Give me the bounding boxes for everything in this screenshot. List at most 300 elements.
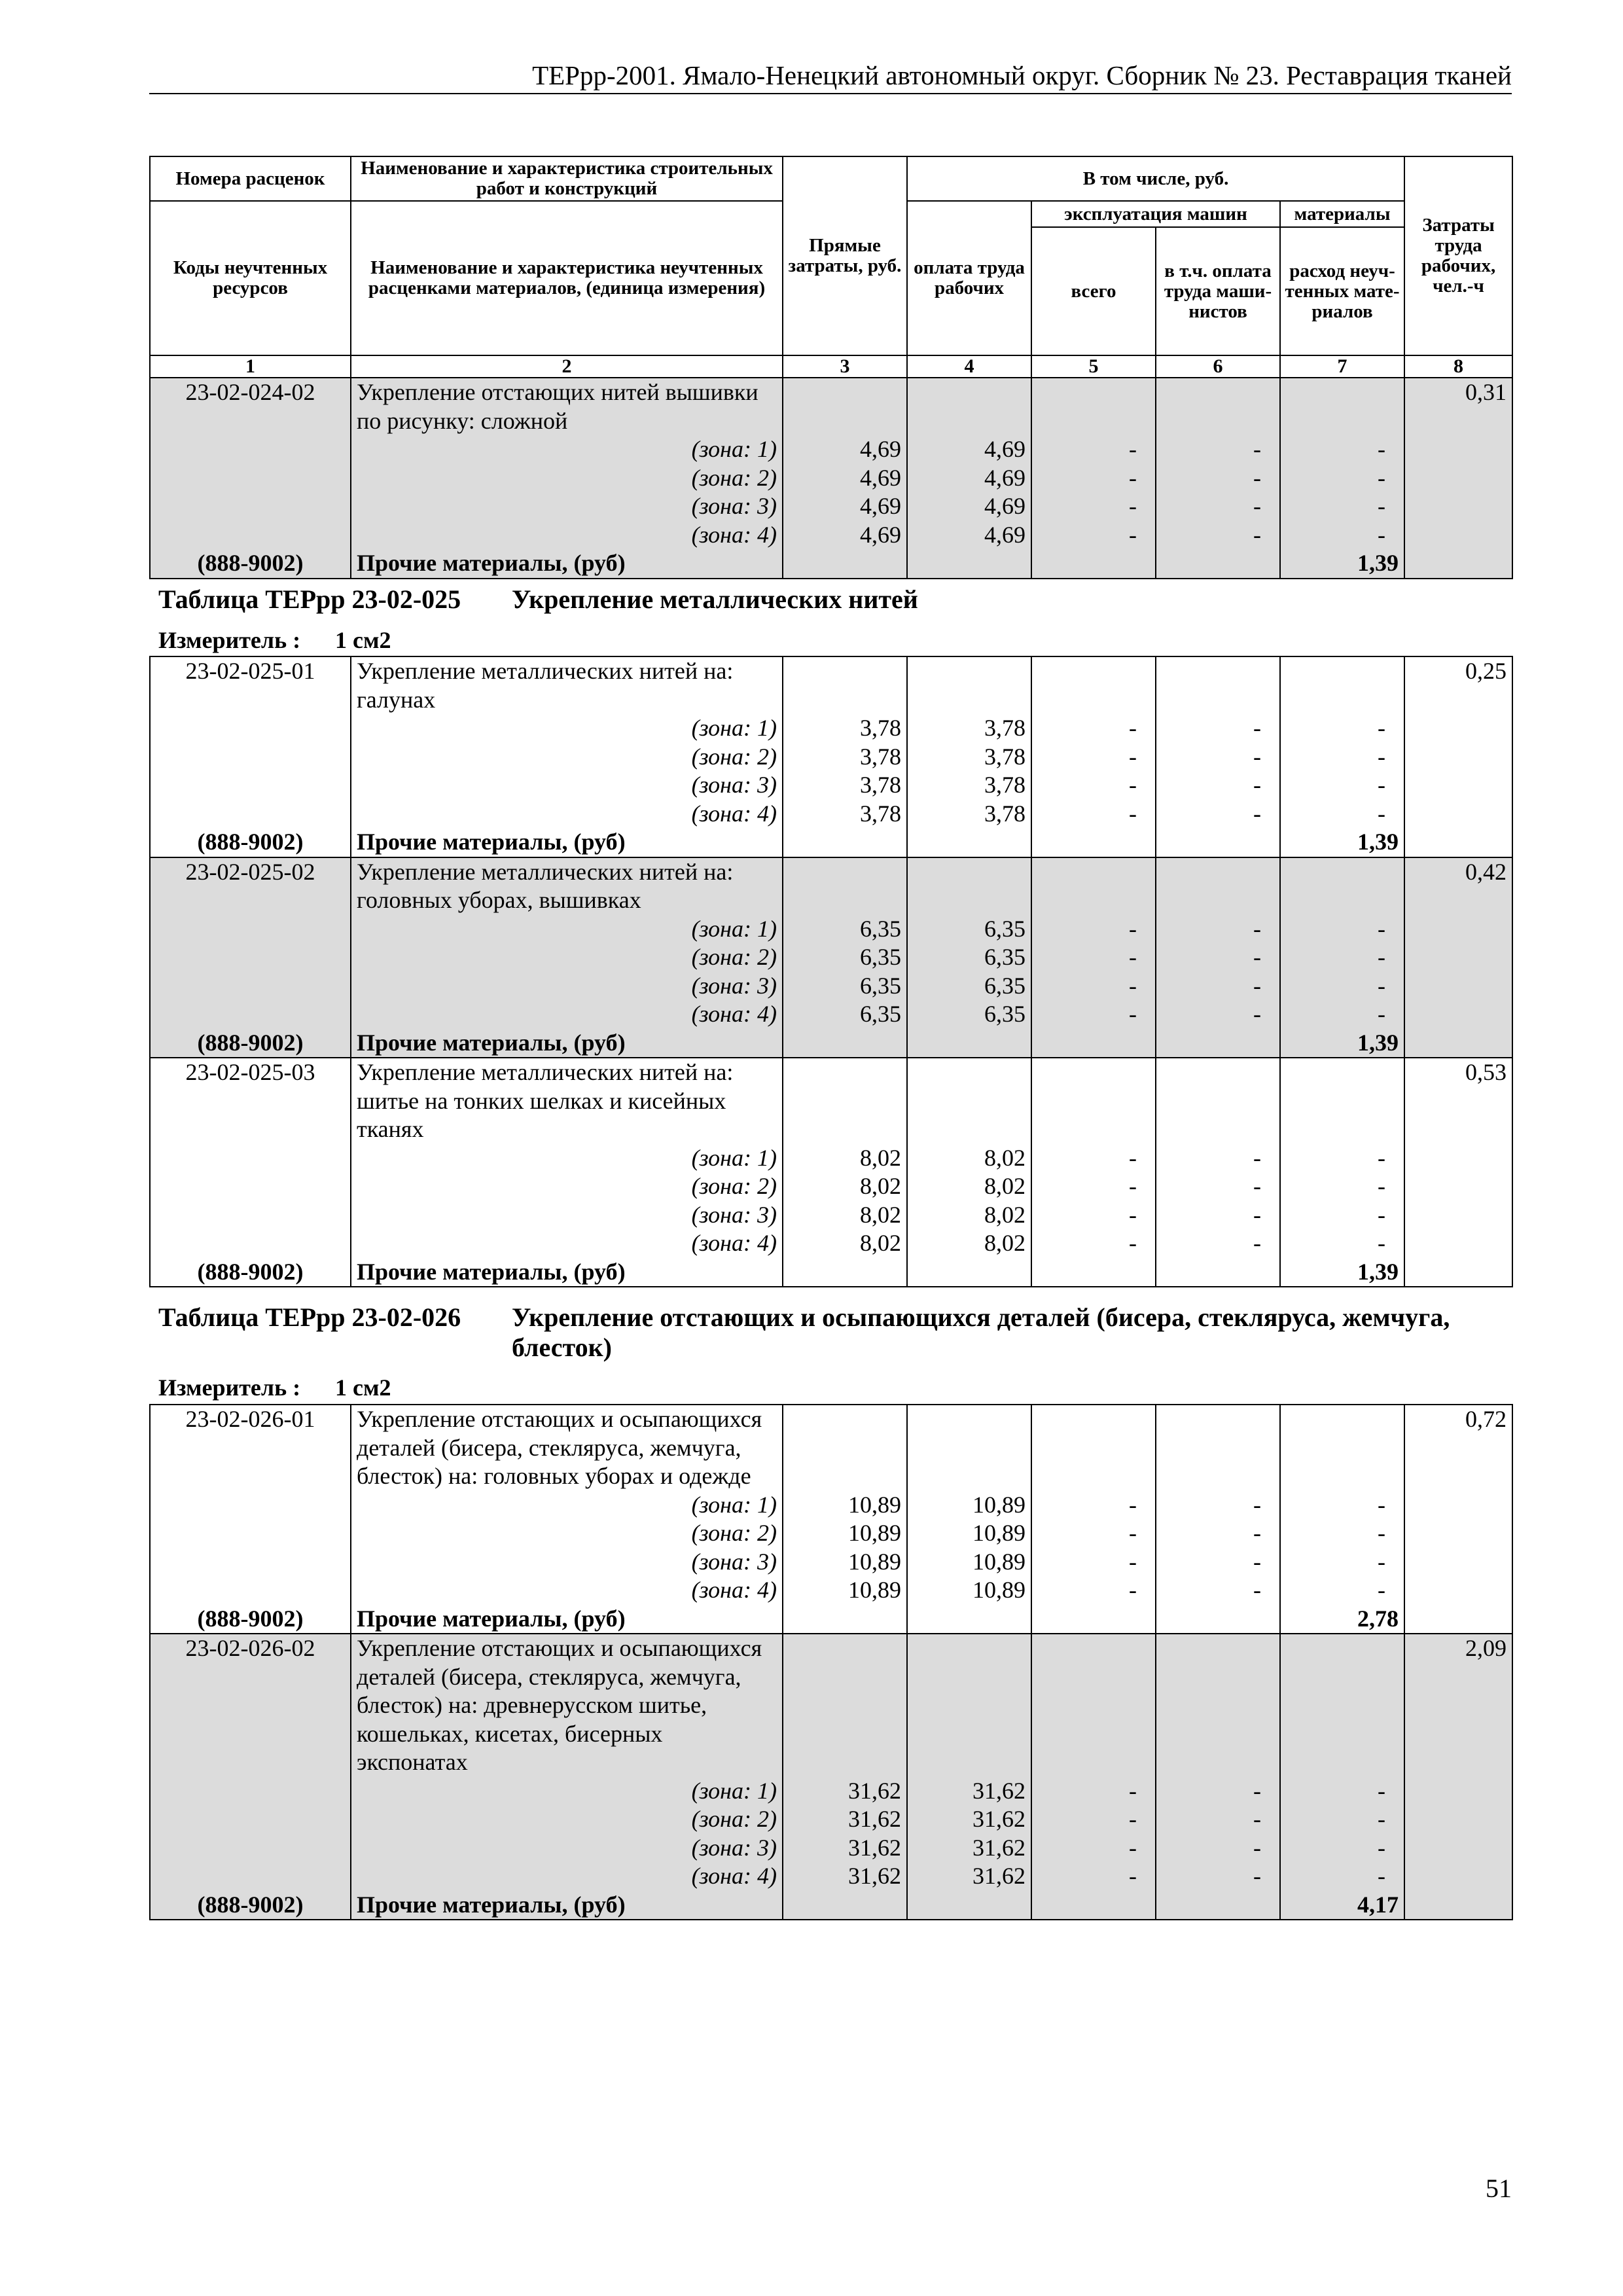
rates-table-024: [149, 156, 1513, 579]
machines-total-dash: -: [1031, 1777, 1156, 1806]
materials-dash: -: [1280, 1172, 1404, 1201]
zone-row: [150, 1777, 1512, 1806]
machinist-wage-dash: -: [1156, 492, 1280, 521]
materials-dash: -: [1280, 972, 1404, 1001]
zone-label: (зона: 1): [351, 1777, 783, 1806]
machines-total-dash: -: [1031, 1805, 1156, 1834]
empty-cell: [1280, 378, 1404, 435]
empty-cell: [150, 1834, 351, 1863]
direct-cost: 10,89: [783, 1519, 907, 1548]
labor-cost: 0,72: [1404, 1405, 1512, 1491]
machinist-wage-dash: -: [1156, 1576, 1280, 1605]
wage-cost: 8,02: [907, 1201, 1031, 1230]
column-number: 5: [1031, 355, 1156, 378]
direct-cost: 4,69: [783, 492, 907, 521]
empty-cell: [150, 1777, 351, 1806]
machinist-wage-dash: -: [1156, 1000, 1280, 1029]
empty-cell: [150, 464, 351, 493]
direct-cost: 3,78: [783, 800, 907, 829]
material-code: (888-9002): [150, 828, 351, 857]
empty-cell: [907, 1634, 1031, 1777]
empty-cell: [783, 1058, 907, 1144]
material-code: (888-9002): [150, 1891, 351, 1920]
direct-cost: 8,02: [783, 1229, 907, 1258]
header-machines-total: всего: [1031, 227, 1156, 355]
empty-cell: [783, 857, 907, 915]
table-header: [150, 156, 1512, 378]
empty-cell: [1404, 1862, 1512, 1891]
empty-cell: [150, 1000, 351, 1029]
material-value: 4,17: [1280, 1891, 1404, 1920]
materials-dash: -: [1280, 492, 1404, 521]
empty-cell: [1031, 1405, 1156, 1491]
header-work-name: Наименование и характеристика строительных работ и конструкций: [351, 156, 783, 201]
materials-dash: -: [1280, 771, 1404, 800]
direct-cost: 3,78: [783, 714, 907, 743]
table-title-026: [158, 1302, 1513, 1363]
material-code: (888-9002): [150, 1029, 351, 1058]
empty-cell: [1031, 1605, 1156, 1634]
column-number: 1: [150, 355, 351, 378]
zone-row: [150, 1201, 1512, 1230]
empty-cell: [1404, 1000, 1512, 1029]
empty-cell: [150, 1144, 351, 1173]
header-material-name: Наименование и характеристика неучтенных расценками материалов, (единица измерения): [351, 201, 783, 355]
labor-cost: 0,53: [1404, 1058, 1512, 1144]
machines-total-dash: -: [1031, 492, 1156, 521]
header-materials: материалы: [1280, 201, 1404, 227]
header-rate-numbers: Номера расценок: [150, 156, 351, 201]
zone-row: [150, 714, 1512, 743]
zone-row: [150, 800, 1512, 829]
machinist-wage-dash: -: [1156, 771, 1280, 800]
machines-total-dash: -: [1031, 915, 1156, 944]
machines-total-dash: -: [1031, 1491, 1156, 1520]
column-number: 2: [351, 355, 783, 378]
empty-cell: [150, 743, 351, 772]
zone-row: [150, 492, 1512, 521]
empty-cell: [150, 1229, 351, 1258]
wage-cost: 10,89: [907, 1519, 1031, 1548]
machines-total-dash: -: [1031, 1172, 1156, 1201]
empty-cell: [1031, 1058, 1156, 1144]
rate-code: 23-02-025-02: [150, 857, 351, 915]
empty-cell: [907, 656, 1031, 714]
machinist-wage-dash: -: [1156, 464, 1280, 493]
machinist-wage-dash: -: [1156, 1862, 1280, 1891]
machines-total-dash: -: [1031, 464, 1156, 493]
machinist-wage-dash: -: [1156, 714, 1280, 743]
materials-dash: -: [1280, 1519, 1404, 1548]
rate-name: Укрепление металлических нитей на: галунах: [351, 656, 783, 714]
wage-cost: 31,62: [907, 1862, 1031, 1891]
table-id: Таблица ТЕРрр 23-02-025: [158, 584, 461, 614]
rate-block: [150, 656, 1512, 857]
empty-cell: [150, 1805, 351, 1834]
empty-cell: [1404, 1891, 1512, 1920]
empty-cell: [783, 1605, 907, 1634]
empty-cell: [150, 1201, 351, 1230]
empty-cell: [907, 549, 1031, 579]
machines-total-dash: -: [1031, 1201, 1156, 1230]
rate-row: [150, 857, 1512, 915]
direct-cost: 8,02: [783, 1201, 907, 1230]
empty-cell: [1031, 1029, 1156, 1058]
empty-cell: [1404, 915, 1512, 944]
rate-name: Укрепление металлических нитей на: головных уборах, вышивках: [351, 857, 783, 915]
measure-label: Измеритель :: [158, 1374, 301, 1401]
materials-dash: -: [1280, 1548, 1404, 1577]
machines-total-dash: -: [1031, 1519, 1156, 1548]
empty-cell: [783, 1029, 907, 1058]
rates-table-025: [149, 656, 1513, 1287]
page-number: 51: [1486, 2174, 1512, 2203]
zone-label: (зона: 3): [351, 1548, 783, 1577]
material-name: Прочие материалы, (руб): [351, 828, 783, 857]
materials-dash: -: [1280, 714, 1404, 743]
empty-cell: [1156, 1405, 1280, 1491]
zone-label: (зона: 1): [351, 435, 783, 464]
wage-cost: 6,35: [907, 915, 1031, 944]
zone-label: (зона: 1): [351, 1144, 783, 1173]
machines-total-dash: -: [1031, 972, 1156, 1001]
measure-value: 1 см2: [335, 1374, 391, 1401]
direct-cost: 3,78: [783, 743, 907, 772]
empty-cell: [1404, 521, 1512, 550]
empty-cell: [783, 549, 907, 579]
machinist-wage-dash: -: [1156, 1229, 1280, 1258]
wage-cost: 10,89: [907, 1491, 1031, 1520]
direct-cost: 6,35: [783, 943, 907, 972]
machines-total-dash: -: [1031, 943, 1156, 972]
zone-label: (зона: 4): [351, 1229, 783, 1258]
empty-cell: [783, 1405, 907, 1491]
machinist-wage-dash: -: [1156, 1201, 1280, 1230]
empty-cell: [783, 1258, 907, 1287]
zone-label: (зона: 2): [351, 464, 783, 493]
measure-026: [158, 1374, 391, 1401]
direct-cost: 6,35: [783, 972, 907, 1001]
empty-cell: [1404, 1229, 1512, 1258]
rate-code: 23-02-024-02: [150, 378, 351, 435]
zone-label: (зона: 2): [351, 743, 783, 772]
rate-block: [150, 1405, 1512, 1634]
empty-cell: [1404, 1144, 1512, 1173]
zone-row: [150, 1519, 1512, 1548]
empty-cell: [1404, 1519, 1512, 1548]
direct-cost: 10,89: [783, 1548, 907, 1577]
zone-label: (зона: 4): [351, 1000, 783, 1029]
labor-cost: 0,42: [1404, 857, 1512, 915]
materials-dash: -: [1280, 1201, 1404, 1230]
empty-cell: [783, 1634, 907, 1777]
empty-cell: [1280, 1405, 1404, 1491]
zone-row: [150, 743, 1512, 772]
empty-cell: [1404, 549, 1512, 579]
empty-cell: [1156, 1058, 1280, 1144]
rate-code: 23-02-025-03: [150, 1058, 351, 1144]
header-wage: оплата труда рабочих: [907, 201, 1031, 355]
table-title-025: [158, 584, 1513, 615]
material-name: Прочие материалы, (руб): [351, 549, 783, 579]
rate-row: [150, 1634, 1512, 1777]
empty-cell: [1404, 1834, 1512, 1863]
machinist-wage-dash: -: [1156, 743, 1280, 772]
empty-cell: [907, 1891, 1031, 1920]
material-name: Прочие материалы, (руб): [351, 1258, 783, 1287]
materials-dash: -: [1280, 1144, 1404, 1173]
wage-cost: 31,62: [907, 1777, 1031, 1806]
header-machines: эксплуатация машин: [1031, 201, 1280, 227]
machinist-wage-dash: -: [1156, 972, 1280, 1001]
zone-row: [150, 771, 1512, 800]
materials-dash: -: [1280, 1805, 1404, 1834]
labor-cost: 2,09: [1404, 1634, 1512, 1777]
material-name: Прочие материалы, (руб): [351, 1605, 783, 1634]
empty-cell: [1404, 714, 1512, 743]
labor-cost: 0,31: [1404, 378, 1512, 435]
machinist-wage-dash: -: [1156, 1805, 1280, 1834]
empty-cell: [907, 857, 1031, 915]
machinist-wage-dash: -: [1156, 1548, 1280, 1577]
zone-label: (зона: 3): [351, 1201, 783, 1230]
zone-row: [150, 1144, 1512, 1173]
labor-cost: 0,25: [1404, 656, 1512, 714]
material-value: 2,78: [1280, 1605, 1404, 1634]
machines-total-dash: -: [1031, 771, 1156, 800]
wage-cost: 4,69: [907, 521, 1031, 550]
rates-table-026: [149, 1404, 1513, 1920]
direct-cost: 4,69: [783, 464, 907, 493]
material-code: (888-9002): [150, 549, 351, 579]
wage-cost: 31,62: [907, 1805, 1031, 1834]
machinist-wage-dash: -: [1156, 1144, 1280, 1173]
wage-cost: 31,62: [907, 1834, 1031, 1863]
direct-cost: 8,02: [783, 1144, 907, 1173]
empty-cell: [907, 1258, 1031, 1287]
wage-cost: 3,78: [907, 800, 1031, 829]
column-number: 3: [783, 355, 907, 378]
empty-cell: [1404, 1201, 1512, 1230]
empty-cell: [1156, 1029, 1280, 1058]
materials-dash: -: [1280, 943, 1404, 972]
machines-total-dash: -: [1031, 743, 1156, 772]
zone-label: (зона: 1): [351, 714, 783, 743]
empty-cell: [1404, 771, 1512, 800]
zone-label: (зона: 1): [351, 915, 783, 944]
zone-label: (зона: 4): [351, 800, 783, 829]
empty-cell: [150, 714, 351, 743]
empty-cell: [783, 1891, 907, 1920]
materials-dash: -: [1280, 1576, 1404, 1605]
material-name: Прочие материалы, (руб): [351, 1029, 783, 1058]
machines-total-dash: -: [1031, 1576, 1156, 1605]
material-row: [150, 1605, 1512, 1634]
empty-cell: [1404, 743, 1512, 772]
empty-cell: [1156, 828, 1280, 857]
direct-cost: 31,62: [783, 1862, 907, 1891]
empty-cell: [1280, 1058, 1404, 1144]
materials-dash: -: [1280, 1229, 1404, 1258]
table-title-text: Укрепление металлических нитей: [512, 584, 918, 614]
wage-cost: 6,35: [907, 972, 1031, 1001]
page-header: ТЕРрр-2001. Ямало-Ненецкий автономный округ. Сборник № 23. Реставрация тканей: [149, 58, 1512, 94]
rate-row: [150, 1405, 1512, 1491]
empty-cell: [1404, 1605, 1512, 1634]
zone-label: (зона: 4): [351, 521, 783, 550]
material-row: [150, 1258, 1512, 1287]
materials-dash: -: [1280, 1000, 1404, 1029]
column-number: 8: [1404, 355, 1512, 378]
machines-total-dash: -: [1031, 1548, 1156, 1577]
rate-block: [150, 857, 1512, 1058]
zone-row: [150, 1862, 1512, 1891]
material-row: [150, 828, 1512, 857]
empty-cell: [1031, 1891, 1156, 1920]
empty-cell: [150, 943, 351, 972]
wage-cost: 8,02: [907, 1144, 1031, 1173]
empty-cell: [1404, 435, 1512, 464]
direct-cost: 4,69: [783, 521, 907, 550]
direct-cost: 3,78: [783, 771, 907, 800]
zone-row: [150, 972, 1512, 1001]
rate-block: [150, 1634, 1512, 1920]
measure-label: Измеритель :: [158, 627, 301, 653]
rate-row: [150, 656, 1512, 714]
machines-total-dash: -: [1031, 1229, 1156, 1258]
empty-cell: [1280, 1634, 1404, 1777]
zone-label: (зона: 4): [351, 1862, 783, 1891]
zone-row: [150, 1229, 1512, 1258]
materials-dash: -: [1280, 743, 1404, 772]
materials-dash: -: [1280, 1834, 1404, 1863]
zone-label: (зона: 2): [351, 1172, 783, 1201]
empty-cell: [150, 771, 351, 800]
measure-value: 1 см2: [335, 627, 391, 653]
wage-cost: 3,78: [907, 771, 1031, 800]
empty-cell: [1404, 1172, 1512, 1201]
empty-cell: [150, 972, 351, 1001]
zone-row: [150, 1172, 1512, 1201]
header-material-consumption: расход неуч-тенных мате-риалов: [1280, 227, 1404, 355]
rate-row: [150, 378, 1512, 435]
wage-cost: 10,89: [907, 1576, 1031, 1605]
zone-row: [150, 464, 1512, 493]
empty-cell: [150, 1491, 351, 1520]
empty-cell: [1404, 1548, 1512, 1577]
zone-row: [150, 943, 1512, 972]
wage-cost: 4,69: [907, 492, 1031, 521]
empty-cell: [1404, 1258, 1512, 1287]
empty-cell: [150, 1519, 351, 1548]
empty-cell: [1031, 656, 1156, 714]
zone-label: (зона: 4): [351, 1576, 783, 1605]
direct-cost: 6,35: [783, 915, 907, 944]
direct-cost: 31,62: [783, 1777, 907, 1806]
direct-cost: 31,62: [783, 1834, 907, 1863]
direct-cost: 6,35: [783, 1000, 907, 1029]
rate-block: [150, 378, 1512, 579]
empty-cell: [1280, 857, 1404, 915]
rate-name: Укрепление отстающих и осыпающихся деталей (бисера, стекляруса, жемчуга, блесток) на: головных уборах и одежде: [351, 1405, 783, 1491]
rate-code: 23-02-025-01: [150, 656, 351, 714]
empty-cell: [783, 828, 907, 857]
wage-cost: 6,35: [907, 1000, 1031, 1029]
machines-total-dash: -: [1031, 435, 1156, 464]
zone-row: [150, 1548, 1512, 1577]
empty-cell: [907, 828, 1031, 857]
direct-cost: 10,89: [783, 1576, 907, 1605]
wage-cost: 6,35: [907, 943, 1031, 972]
wage-cost: 8,02: [907, 1229, 1031, 1258]
materials-dash: -: [1280, 800, 1404, 829]
machinist-wage-dash: -: [1156, 915, 1280, 944]
empty-cell: [783, 656, 907, 714]
machines-total-dash: -: [1031, 1862, 1156, 1891]
column-number: 4: [907, 355, 1031, 378]
rate-code: 23-02-026-01: [150, 1405, 351, 1491]
empty-cell: [907, 1405, 1031, 1491]
zone-label: (зона: 2): [351, 1519, 783, 1548]
empty-cell: [1404, 464, 1512, 493]
zone-row: [150, 1805, 1512, 1834]
zone-row: [150, 1576, 1512, 1605]
column-numbers-row: [150, 355, 1512, 378]
machines-total-dash: -: [1031, 1000, 1156, 1029]
zone-label: (зона: 3): [351, 771, 783, 800]
rate-block: [150, 1058, 1512, 1287]
empty-cell: [1031, 549, 1156, 579]
empty-cell: [150, 1576, 351, 1605]
column-number: 6: [1156, 355, 1280, 378]
machinist-wage-dash: -: [1156, 1777, 1280, 1806]
direct-cost: 8,02: [783, 1172, 907, 1201]
empty-cell: [1404, 828, 1512, 857]
materials-dash: -: [1280, 1777, 1404, 1806]
machinist-wage-dash: -: [1156, 943, 1280, 972]
direct-cost: 10,89: [783, 1491, 907, 1520]
zone-label: (зона: 1): [351, 1491, 783, 1520]
empty-cell: [1031, 857, 1156, 915]
empty-cell: [1156, 1605, 1280, 1634]
material-row: [150, 549, 1512, 579]
header-machinist-wage: в т.ч. оплата труда маши-нистов: [1156, 227, 1280, 355]
machines-total-dash: -: [1031, 1834, 1156, 1863]
machines-total-dash: -: [1031, 800, 1156, 829]
material-value: 1,39: [1280, 1029, 1404, 1058]
rate-name: Укрепление отстающих и осыпающихся деталей (бисера, стекляруса, жемчуга, блесток) на: древнерусском шитье, кошельках, кисетах, бисерных экспонатах: [351, 1634, 783, 1777]
empty-cell: [783, 378, 907, 435]
material-row: [150, 1029, 1512, 1058]
materials-dash: -: [1280, 915, 1404, 944]
empty-cell: [150, 1548, 351, 1577]
empty-cell: [1156, 857, 1280, 915]
material-code: (888-9002): [150, 1605, 351, 1634]
material-value: 1,39: [1280, 549, 1404, 579]
header-direct-costs: Прямые затраты, руб.: [783, 156, 907, 355]
empty-cell: [1156, 1634, 1280, 1777]
machines-total-dash: -: [1031, 714, 1156, 743]
empty-cell: [1404, 800, 1512, 829]
machinist-wage-dash: -: [1156, 1834, 1280, 1863]
wage-cost: 10,89: [907, 1548, 1031, 1577]
empty-cell: [907, 1605, 1031, 1634]
empty-cell: [1404, 1805, 1512, 1834]
wage-cost: 3,78: [907, 743, 1031, 772]
empty-cell: [150, 800, 351, 829]
empty-cell: [150, 435, 351, 464]
machinist-wage-dash: -: [1156, 521, 1280, 550]
